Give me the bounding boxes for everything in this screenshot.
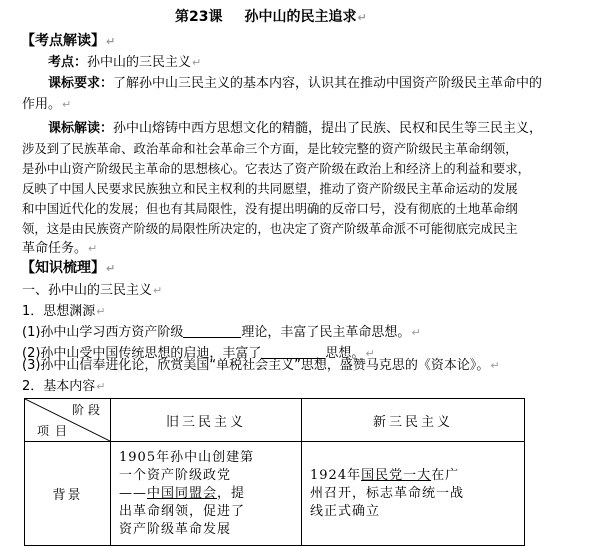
sub-item-2: (2)孙中山受中国传统思想的启迪，丰富了 思想。↵ — [22, 346, 375, 361]
page-title: 第23课 孙中山的民主追求↵ — [175, 9, 367, 25]
jiedu-line-2: 涉及到了民族革命、政治革命和社会革命三个方面，是比较完整的资产阶级民主革命纲领， — [22, 141, 518, 156]
cell-new-background: 1924年国民党一大在广 州召开，标志革命统一战 线正式确立 — [302, 442, 525, 546]
jiedu-line-5: 和中国近代化的发展；但也有其局限性，没有提出明确的反帝口号，没有彻底的土地革命纲 — [22, 201, 518, 216]
item2-heading: 2．基本内容↵ — [22, 379, 106, 394]
kaodian-heading: 【考点解读】↵ — [21, 33, 116, 49]
content-table — [24, 398, 525, 546]
lesson-number: 第23课 — [175, 9, 223, 25]
jiedu-line-3: 是孙中山资产阶级民主革命的思想核心。它表达了资产阶级在政治上和经济上的利益和要求， — [22, 161, 531, 176]
underlined-gmd-congress: 国民党一大 — [361, 467, 432, 483]
sub-item-3: (3)孙中山信奉进化论，欣赏美国“单税社会主义”思想，盛赞马克思的《资本论》。↵ — [22, 358, 500, 373]
corner-bottom-label: 项目 — [37, 424, 74, 438]
sub-item-1: (1)孙中山学习西方资产阶级 理论，丰富了民主革命思想。↵ — [22, 325, 421, 340]
zhishi-heading: 【知识梳理】↵ — [21, 260, 116, 276]
fill-blank-1[interactable] — [183, 324, 241, 338]
part1-heading: 一、孙中山的三民主义↵ — [22, 283, 163, 298]
corner-cell — [25, 399, 111, 442]
requirement-line-1: 课标要求：了解孙中山三民主义的基本内容，认识其在推动中国资产阶级民主革命中的 — [48, 76, 543, 91]
header-old: 旧三民主义 — [111, 399, 302, 442]
row-label-background: 背景 — [25, 442, 111, 546]
corner-top-label: 阶段 — [71, 403, 104, 417]
point-line: 考点：孙中山的三民主义↵ — [48, 55, 202, 70]
item1-heading: 1．思想渊源↵ — [22, 304, 106, 319]
lesson-name: 孙中山的民主追求 — [244, 9, 357, 25]
cell-old-background: 1905年孙中山创建第 一个资产阶级政党 ——中国同盟会，提 出革命纲领，促进了 资产阶级革命发展 — [111, 442, 302, 546]
jiedu-line-6: 领，这是由民族资产阶级的局限性所决定的，也决定了资产阶级革命派不可能彻底完成民主 — [22, 221, 518, 236]
header-new: 新三民主义 — [302, 399, 525, 442]
jiedu-line-7: 革命任务。↵ — [22, 241, 98, 256]
requirement-line-2: 作用。↵ — [22, 97, 72, 112]
jiedu-line-4: 反映了中国人民要求民族独立和民主权利的共同愿望，推动了资产阶级民主革命运动的发展 — [22, 181, 518, 196]
jiedu-line-1: 课标解读：孙中山熔铸中西方思想文化的精髓，提出了民族、民权和民生等三民主义， — [48, 121, 543, 136]
underlined-tongmenghui: 中国同盟会 — [147, 485, 218, 501]
